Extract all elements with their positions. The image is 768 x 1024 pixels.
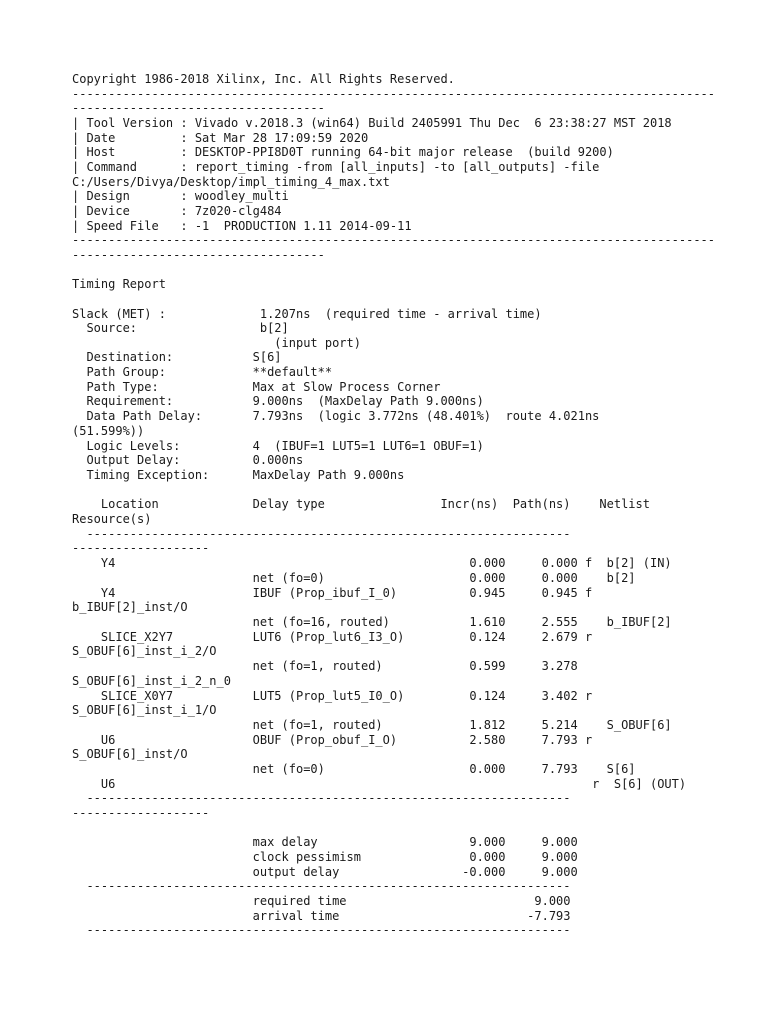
table-row-cont: S_OBUF[6]_inst/O: [72, 747, 188, 761]
table-row: net (fo=1, routed) 0.599 3.278: [72, 659, 578, 673]
table-row: U6 OBUF (Prop_obuf_I_O) 2.580 7.793 r: [72, 733, 593, 747]
table-separator: -------------------------------------------------------------------: [72, 527, 571, 541]
report-title: Timing Report: [72, 277, 166, 291]
destination-line: Destination: S[6]: [72, 350, 282, 364]
table-row-cont: b_IBUF[2]_inst/O: [72, 600, 188, 614]
slack-line: Slack (MET) : 1.207ns (required time - arrival time): [72, 307, 542, 321]
source-line: Source: b[2]: [72, 321, 289, 335]
table-row: net (fo=0) 0.000 0.000 b[2]: [72, 571, 636, 585]
table-header-cont: Resource(s): [72, 512, 152, 526]
table-row: net (fo=1, routed) 1.812 5.214 S_OBUF[6]: [72, 718, 672, 732]
header-host: | Host : DESKTOP-PPI8D0T running 64-bit major release (build 9200): [72, 145, 614, 159]
output-delay-line: Output Delay: 0.000ns: [72, 453, 304, 467]
requirement-line: Requirement: 9.000ns (MaxDelay Path 9.000ns): [72, 394, 484, 408]
table-separator: -------------------------------------------------------------------: [72, 923, 571, 937]
data-path-delay-cont: (51.599%)): [72, 424, 145, 438]
path-type-line: Path Type: Max at Slow Process Corner: [72, 380, 441, 394]
logic-levels-line: Logic Levels: 4 (IBUF=1 LUT5=1 LUT6=1 OBUF=1): [72, 439, 484, 453]
separator-line: -----------------------------------: [72, 248, 325, 262]
summary-row: max delay 9.000 9.000: [72, 835, 578, 849]
table-separator: -------------------: [72, 541, 210, 555]
header-tool-version: | Tool Version : Vivado v.2018.3 (win64) Build 2405991 Thu Dec 6 23:38:27 MST 2018: [72, 116, 672, 130]
table-row: U6 r S[6] (OUT): [72, 777, 687, 791]
summary-row: output delay -0.000 9.000: [72, 865, 578, 879]
table-separator: -------------------------------------------------------------------: [72, 879, 571, 893]
table-row: Y4 IBUF (Prop_ibuf_I_0) 0.945 0.945 f: [72, 586, 593, 600]
table-separator: -------------------: [72, 806, 210, 820]
separator-line: -----------------------------------------------------------------------------------------: [72, 233, 715, 247]
table-row: net (fo=16, routed) 1.610 2.555 b_IBUF[2]: [72, 615, 672, 629]
header-device: | Device : 7z020-clg484: [72, 204, 282, 218]
table-row: net (fo=0) 0.000 7.793 S[6]: [72, 762, 636, 776]
data-path-delay-line: Data Path Delay: 7.793ns (logic 3.772ns (48.401%) route 4.021ns: [72, 409, 600, 423]
table-row-cont: S_OBUF[6]_inst_i_2/O: [72, 644, 217, 658]
separator-line: -----------------------------------: [72, 101, 325, 115]
source-type-line: (input port): [72, 336, 361, 350]
table-separator: -------------------------------------------------------------------: [72, 791, 571, 805]
header-command: | Command : report_timing -from [all_inputs] -to [all_outputs] -file: [72, 160, 600, 174]
table-row-cont: S_OBUF[6]_inst_i_1/O: [72, 703, 217, 717]
table-row: SLICE_X2Y7 LUT6 (Prop_lut6_I3_O) 0.124 2.679 r: [72, 630, 593, 644]
path-group-line: Path Group: **default**: [72, 365, 333, 379]
separator-line: -----------------------------------------------------------------------------------------: [72, 87, 715, 101]
copyright-line: Copyright 1986-2018 Xilinx, Inc. All Rights Reserved.: [72, 72, 455, 86]
table-row-cont: S_OBUF[6]_inst_i_2_n_0: [72, 674, 231, 688]
header-speed-file: | Speed File : -1 PRODUCTION 1.11 2014-09-11: [72, 219, 412, 233]
timing-exception-line: Timing Exception: MaxDelay Path 9.000ns: [72, 468, 405, 482]
table-row: SLICE_X0Y7 LUT5 (Prop_lut5_I0_O) 0.124 3.402 r: [72, 689, 593, 703]
header-design: | Design : woodley_multi: [72, 189, 289, 203]
summary-row: required time 9.000: [72, 894, 571, 908]
header-date: | Date : Sat Mar 28 17:09:59 2020: [72, 131, 369, 145]
summary-row: clock pessimism 0.000 9.000: [72, 850, 578, 864]
summary-row: arrival time -7.793: [72, 909, 571, 923]
header-command-file: C:/Users/Divya/Desktop/impl_timing_4_max.txt: [72, 175, 390, 189]
table-header: Location Delay type Incr(ns) Path(ns) Netlist: [72, 497, 650, 511]
table-row: Y4 0.000 0.000 f b[2] (IN): [72, 556, 672, 570]
